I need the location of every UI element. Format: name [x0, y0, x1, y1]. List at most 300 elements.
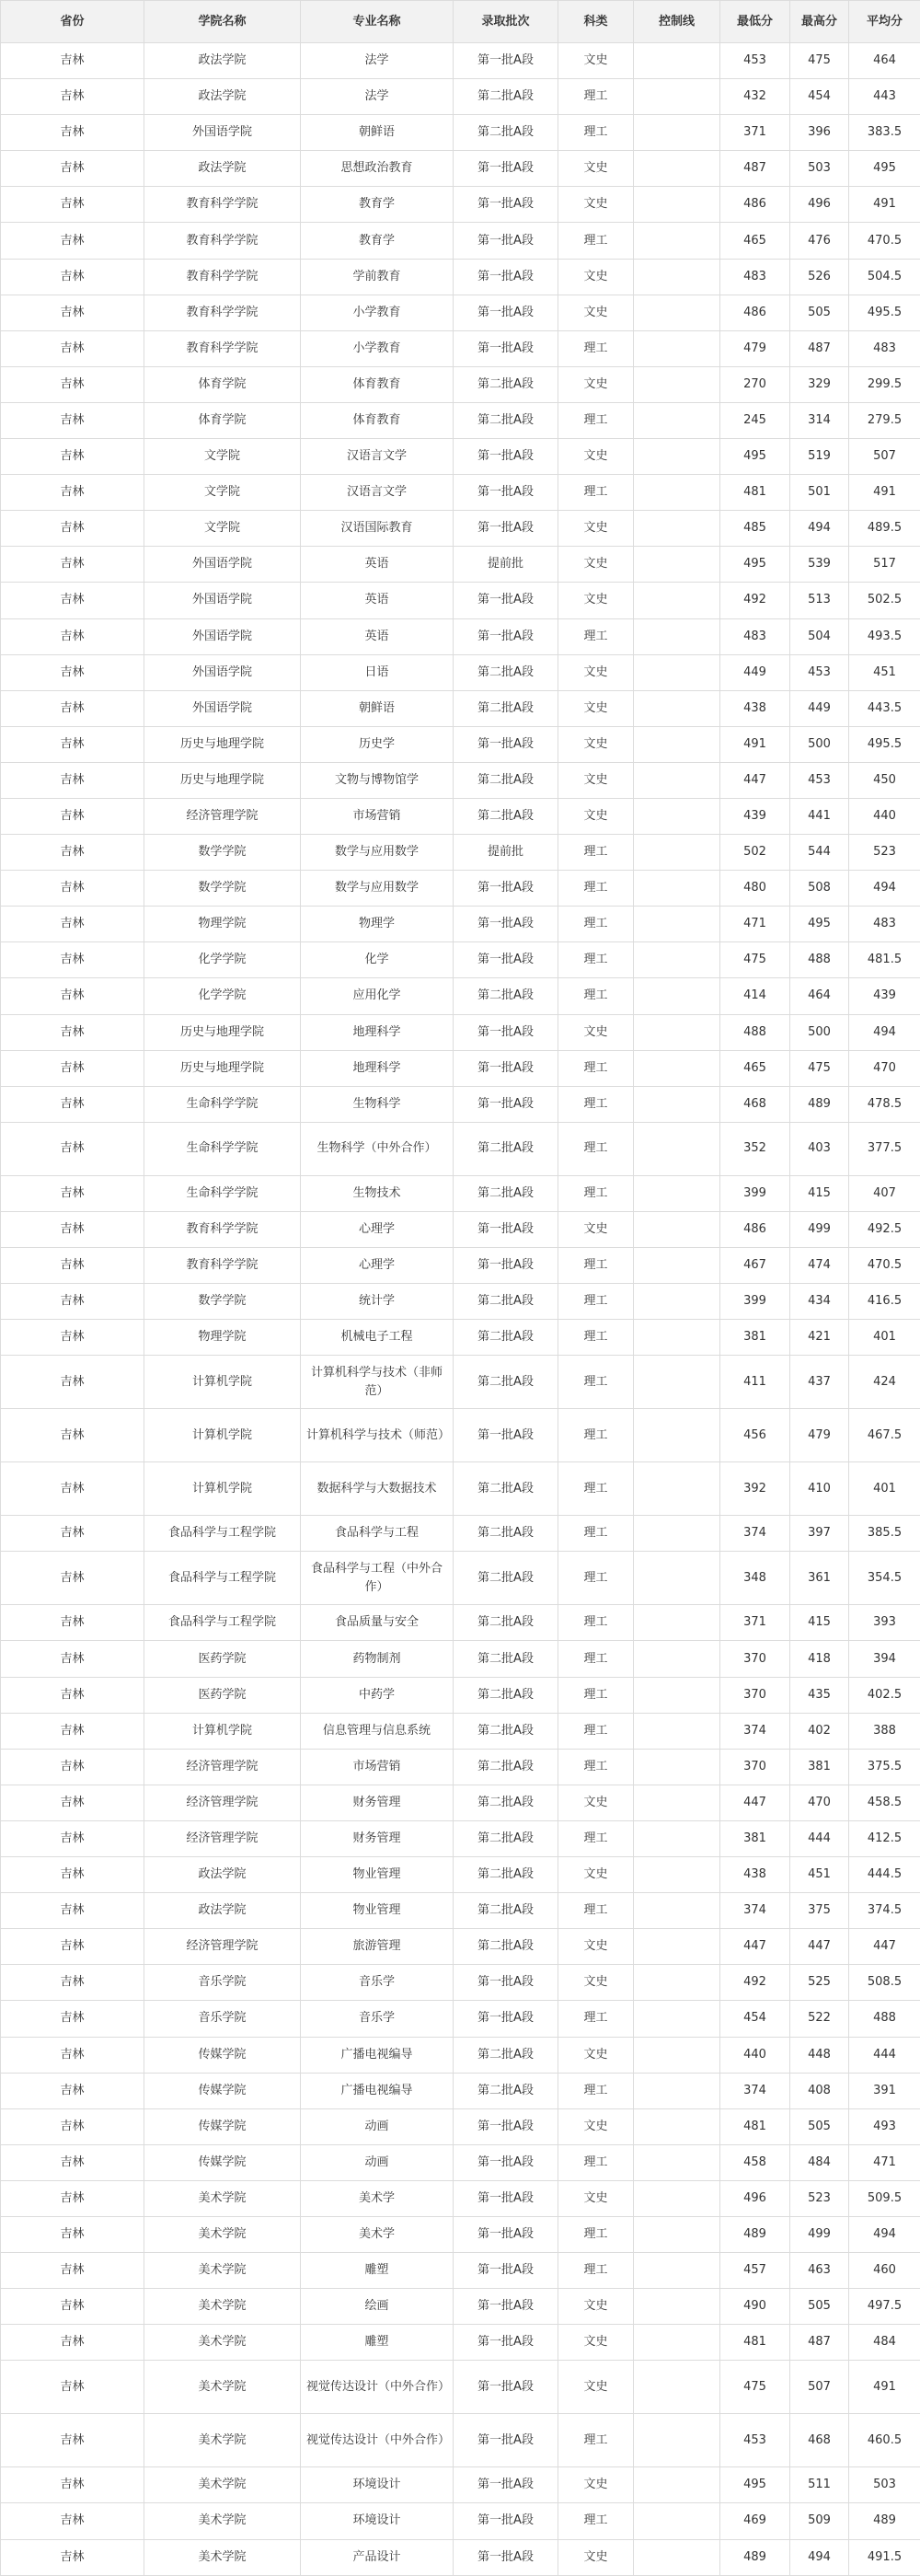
category-cell: 理工 [558, 1677, 634, 1713]
avg-score-cell: 483 [849, 330, 920, 366]
college-cell: 外国语学院 [144, 583, 301, 618]
control-line-cell [634, 1175, 720, 1211]
major-cell: 信息管理与信息系统 [301, 1713, 454, 1749]
control-line-cell [634, 1516, 720, 1552]
table-row [1, 2073, 920, 2108]
control-line-cell [634, 1929, 720, 1965]
avg-score-cell: 492.5 [849, 1211, 920, 1247]
table-row [1, 1050, 920, 1086]
max-score-cell: 504 [790, 618, 849, 654]
max-score-cell: 519 [790, 439, 849, 475]
min-score-cell: 458 [720, 2144, 790, 2180]
control-line-cell [634, 151, 720, 187]
province-cell: 吉林 [1, 439, 144, 475]
table-row [1, 654, 920, 690]
max-score-cell: 525 [790, 1965, 849, 2001]
avg-score-cell: 509.5 [849, 2180, 920, 2216]
category-cell: 文史 [558, 2361, 634, 2414]
table-row [1, 2180, 920, 2216]
category-cell: 理工 [558, 835, 634, 871]
province-cell: 吉林 [1, 2361, 144, 2414]
major-cell: 数学与应用数学 [301, 871, 454, 907]
major-cell: 思想政治教育 [301, 151, 454, 187]
major-cell: 食品科学与工程 [301, 1516, 454, 1552]
max-score-cell: 495 [790, 907, 849, 942]
max-score-cell: 454 [790, 79, 849, 115]
table-row [1, 330, 920, 366]
table-row [1, 511, 920, 547]
table-row [1, 187, 920, 223]
max-score-cell: 507 [790, 2361, 849, 2414]
college-cell: 文学院 [144, 475, 301, 511]
control-line-cell [634, 2361, 720, 2414]
min-score-cell: 399 [720, 1175, 790, 1211]
major-cell: 统计学 [301, 1284, 454, 1320]
max-score-cell: 475 [790, 43, 849, 79]
college-cell: 计算机学院 [144, 1356, 301, 1409]
college-cell: 教育科学学院 [144, 1248, 301, 1284]
batch-cell: 第一批A段 [454, 259, 558, 295]
major-cell: 生物科学 [301, 1086, 454, 1122]
min-score-cell: 374 [720, 2073, 790, 2108]
table-row [1, 583, 920, 618]
header-major: 专业名称 [301, 1, 454, 43]
category-cell: 理工 [558, 1248, 634, 1284]
max-score-cell: 444 [790, 1820, 849, 1856]
province-cell: 吉林 [1, 726, 144, 762]
control-line-cell [634, 2503, 720, 2539]
major-cell: 英语 [301, 583, 454, 618]
control-line-cell [634, 1462, 720, 1516]
control-line-cell [634, 2539, 720, 2575]
table-row [1, 2108, 920, 2144]
max-score-cell: 476 [790, 223, 849, 259]
major-cell: 文物与博物馆学 [301, 762, 454, 798]
province-cell: 吉林 [1, 1014, 144, 1050]
major-cell: 食品科学与工程（中外合作） [301, 1552, 454, 1605]
max-score-cell: 523 [790, 2180, 849, 2216]
table-row [1, 2539, 920, 2575]
avg-score-cell: 504.5 [849, 259, 920, 295]
min-score-cell: 432 [720, 79, 790, 115]
avg-score-cell: 444 [849, 2037, 920, 2073]
college-cell: 食品科学与工程学院 [144, 1605, 301, 1641]
control-line-cell [634, 654, 720, 690]
category-cell: 文史 [558, 187, 634, 223]
category-cell: 理工 [558, 79, 634, 115]
max-score-cell: 408 [790, 2073, 849, 2108]
category-cell: 理工 [558, 2216, 634, 2252]
avg-score-cell: 491 [849, 2361, 920, 2414]
avg-score-cell: 439 [849, 978, 920, 1014]
avg-score-cell: 491.5 [849, 2539, 920, 2575]
table-row [1, 1641, 920, 1677]
college-cell: 体育学院 [144, 402, 301, 438]
control-line-cell [634, 475, 720, 511]
max-score-cell: 397 [790, 1516, 849, 1552]
avg-score-cell: 484 [849, 2325, 920, 2361]
avg-score-cell: 451 [849, 654, 920, 690]
major-cell: 体育教育 [301, 366, 454, 402]
province-cell: 吉林 [1, 43, 144, 79]
table-row [1, 2001, 920, 2037]
category-cell: 文史 [558, 1785, 634, 1820]
college-cell: 经济管理学院 [144, 1785, 301, 1820]
batch-cell: 第二批A段 [454, 366, 558, 402]
max-score-cell: 489 [790, 1086, 849, 1122]
major-cell: 计算机科学与技术（师范） [301, 1409, 454, 1462]
max-score-cell: 403 [790, 1122, 849, 1175]
min-score-cell: 489 [720, 2539, 790, 2575]
major-cell: 广播电视编导 [301, 2073, 454, 2108]
control-line-cell [634, 2037, 720, 2073]
table-row [1, 1284, 920, 1320]
avg-score-cell: 470 [849, 1050, 920, 1086]
table-row [1, 1320, 920, 1356]
control-line-cell [634, 79, 720, 115]
max-score-cell: 487 [790, 2325, 849, 2361]
table-row [1, 1713, 920, 1749]
max-score-cell: 314 [790, 402, 849, 438]
college-cell: 政法学院 [144, 1893, 301, 1929]
major-cell: 教育学 [301, 223, 454, 259]
avg-score-cell: 497.5 [849, 2289, 920, 2325]
batch-cell: 第二批A段 [454, 2037, 558, 2073]
category-cell: 文史 [558, 2539, 634, 2575]
category-cell: 文史 [558, 798, 634, 834]
college-cell: 数学学院 [144, 871, 301, 907]
province-cell: 吉林 [1, 151, 144, 187]
min-score-cell: 492 [720, 583, 790, 618]
major-cell: 英语 [301, 547, 454, 583]
max-score-cell: 544 [790, 835, 849, 871]
category-cell: 文史 [558, 1014, 634, 1050]
category-cell: 理工 [558, 475, 634, 511]
table-row [1, 115, 920, 151]
major-cell: 数学与应用数学 [301, 835, 454, 871]
avg-score-cell: 508.5 [849, 1965, 920, 2001]
college-cell: 历史与地理学院 [144, 726, 301, 762]
max-score-cell: 494 [790, 511, 849, 547]
major-cell: 英语 [301, 618, 454, 654]
province-cell: 吉林 [1, 1356, 144, 1409]
major-cell: 财务管理 [301, 1785, 454, 1820]
major-cell: 朝鲜语 [301, 115, 454, 151]
major-cell: 物理学 [301, 907, 454, 942]
college-cell: 生命科学学院 [144, 1175, 301, 1211]
batch-cell: 第二批A段 [454, 1175, 558, 1211]
major-cell: 物业管理 [301, 1857, 454, 1893]
batch-cell: 第二批A段 [454, 1893, 558, 1929]
table-row [1, 475, 920, 511]
max-score-cell: 511 [790, 2467, 849, 2503]
batch-cell: 第一批A段 [454, 2108, 558, 2144]
major-cell: 教育学 [301, 187, 454, 223]
max-score-cell: 453 [790, 762, 849, 798]
batch-cell: 第一批A段 [454, 187, 558, 223]
control-line-cell [634, 798, 720, 834]
batch-cell: 第一批A段 [454, 295, 558, 330]
min-score-cell: 481 [720, 2325, 790, 2361]
major-cell: 财务管理 [301, 1820, 454, 1856]
avg-score-cell: 495 [849, 151, 920, 187]
college-cell: 教育科学学院 [144, 259, 301, 295]
table-row [1, 726, 920, 762]
max-score-cell: 448 [790, 2037, 849, 2073]
table-row [1, 259, 920, 295]
category-cell: 文史 [558, 1211, 634, 1247]
college-cell: 教育科学学院 [144, 223, 301, 259]
province-cell: 吉林 [1, 798, 144, 834]
avg-score-cell: 493.5 [849, 618, 920, 654]
table-row [1, 1409, 920, 1462]
min-score-cell: 485 [720, 511, 790, 547]
avg-score-cell: 394 [849, 1641, 920, 1677]
min-score-cell: 371 [720, 1605, 790, 1641]
max-score-cell: 396 [790, 115, 849, 151]
province-cell: 吉林 [1, 1605, 144, 1641]
college-cell: 美术学院 [144, 2216, 301, 2252]
max-score-cell: 435 [790, 1677, 849, 1713]
max-score-cell: 487 [790, 330, 849, 366]
major-cell: 小学教育 [301, 295, 454, 330]
table-row [1, 2253, 920, 2289]
avg-score-cell: 443 [849, 79, 920, 115]
table-row [1, 2289, 920, 2325]
category-cell: 文史 [558, 2467, 634, 2503]
min-score-cell: 457 [720, 2253, 790, 2289]
major-cell: 法学 [301, 79, 454, 115]
avg-score-cell: 460 [849, 2253, 920, 2289]
batch-cell: 第一批A段 [454, 2539, 558, 2575]
college-cell: 外国语学院 [144, 115, 301, 151]
major-cell: 地理科学 [301, 1014, 454, 1050]
control-line-cell [634, 1641, 720, 1677]
college-cell: 生命科学学院 [144, 1086, 301, 1122]
table-row [1, 835, 920, 871]
avg-score-cell: 478.5 [849, 1086, 920, 1122]
batch-cell: 提前批 [454, 547, 558, 583]
control-line-cell [634, 726, 720, 762]
max-score-cell: 499 [790, 2216, 849, 2252]
table-row [1, 1248, 920, 1284]
avg-score-cell: 412.5 [849, 1820, 920, 1856]
category-cell: 文史 [558, 2325, 634, 2361]
avg-score-cell: 402.5 [849, 1677, 920, 1713]
table-row [1, 871, 920, 907]
control-line-cell [634, 2325, 720, 2361]
category-cell: 理工 [558, 1462, 634, 1516]
category-cell: 文史 [558, 2037, 634, 2073]
category-cell: 文史 [558, 366, 634, 402]
control-line-cell [634, 2467, 720, 2503]
province-cell: 吉林 [1, 2001, 144, 2037]
major-cell: 旅游管理 [301, 1929, 454, 1965]
table-row [1, 1929, 920, 1965]
min-score-cell: 447 [720, 1785, 790, 1820]
control-line-cell [634, 1050, 720, 1086]
college-cell: 食品科学与工程学院 [144, 1516, 301, 1552]
control-line-cell [634, 583, 720, 618]
major-cell: 物业管理 [301, 1893, 454, 1929]
college-cell: 外国语学院 [144, 654, 301, 690]
min-score-cell: 496 [720, 2180, 790, 2216]
avg-score-cell: 444.5 [849, 1857, 920, 1893]
table-row [1, 43, 920, 79]
avg-score-cell: 494 [849, 871, 920, 907]
control-line-cell [634, 2253, 720, 2289]
province-cell: 吉林 [1, 618, 144, 654]
min-score-cell: 492 [720, 1965, 790, 2001]
table-row [1, 2361, 920, 2414]
major-cell: 历史学 [301, 726, 454, 762]
avg-score-cell: 494 [849, 1014, 920, 1050]
control-line-cell [634, 618, 720, 654]
province-cell: 吉林 [1, 475, 144, 511]
control-line-cell [634, 1248, 720, 1284]
province-cell: 吉林 [1, 1086, 144, 1122]
category-cell: 理工 [558, 978, 634, 1014]
college-cell: 文学院 [144, 511, 301, 547]
batch-cell: 第一批A段 [454, 2144, 558, 2180]
batch-cell: 第一批A段 [454, 2325, 558, 2361]
category-cell: 理工 [558, 330, 634, 366]
control-line-cell [634, 2001, 720, 2037]
province-cell: 吉林 [1, 2253, 144, 2289]
min-score-cell: 370 [720, 1677, 790, 1713]
min-score-cell: 495 [720, 2467, 790, 2503]
max-score-cell: 488 [790, 942, 849, 978]
min-score-cell: 483 [720, 618, 790, 654]
college-cell: 外国语学院 [144, 690, 301, 726]
batch-cell: 第一批A段 [454, 871, 558, 907]
province-cell: 吉林 [1, 942, 144, 978]
avg-score-cell: 494 [849, 2216, 920, 2252]
max-score-cell: 329 [790, 366, 849, 402]
control-line-cell [634, 330, 720, 366]
category-cell: 文史 [558, 547, 634, 583]
batch-cell: 第一批A段 [454, 1086, 558, 1122]
avg-score-cell: 388 [849, 1713, 920, 1749]
college-cell: 教育科学学院 [144, 330, 301, 366]
batch-cell: 提前批 [454, 835, 558, 871]
control-line-cell [634, 1857, 720, 1893]
batch-cell: 第一批A段 [454, 942, 558, 978]
category-cell: 理工 [558, 1552, 634, 1605]
max-score-cell: 508 [790, 871, 849, 907]
batch-cell: 第一批A段 [454, 43, 558, 79]
college-cell: 外国语学院 [144, 618, 301, 654]
major-cell: 市场营销 [301, 798, 454, 834]
college-cell: 数学学院 [144, 1284, 301, 1320]
max-score-cell: 526 [790, 259, 849, 295]
batch-cell: 第一批A段 [454, 2414, 558, 2467]
province-cell: 吉林 [1, 2414, 144, 2467]
control-line-cell [634, 1284, 720, 1320]
batch-cell: 第二批A段 [454, 1677, 558, 1713]
min-score-cell: 245 [720, 402, 790, 438]
min-score-cell: 392 [720, 1462, 790, 1516]
max-score-cell: 468 [790, 2414, 849, 2467]
province-cell: 吉林 [1, 1050, 144, 1086]
avg-score-cell: 385.5 [849, 1516, 920, 1552]
max-score-cell: 509 [790, 2503, 849, 2539]
major-cell: 食品质量与安全 [301, 1605, 454, 1641]
college-cell: 美术学院 [144, 2414, 301, 2467]
college-cell: 美术学院 [144, 2180, 301, 2216]
min-score-cell: 374 [720, 1893, 790, 1929]
category-cell: 理工 [558, 2001, 634, 2037]
avg-score-cell: 464 [849, 43, 920, 79]
avg-score-cell: 481.5 [849, 942, 920, 978]
province-cell: 吉林 [1, 1893, 144, 1929]
control-line-cell [634, 115, 720, 151]
category-cell: 理工 [558, 2144, 634, 2180]
college-cell: 美术学院 [144, 2503, 301, 2539]
college-cell: 音乐学院 [144, 1965, 301, 2001]
table-row [1, 978, 920, 1014]
batch-cell: 第二批A段 [454, 2073, 558, 2108]
category-cell: 文史 [558, 583, 634, 618]
min-score-cell: 486 [720, 295, 790, 330]
avg-score-cell: 488 [849, 2001, 920, 2037]
province-cell: 吉林 [1, 1284, 144, 1320]
max-score-cell: 496 [790, 187, 849, 223]
table-row [1, 2503, 920, 2539]
category-cell: 文史 [558, 43, 634, 79]
control-line-cell [634, 871, 720, 907]
major-cell: 中药学 [301, 1677, 454, 1713]
max-score-cell: 505 [790, 2289, 849, 2325]
college-cell: 经济管理学院 [144, 798, 301, 834]
avg-score-cell: 458.5 [849, 1785, 920, 1820]
avg-score-cell: 470.5 [849, 1248, 920, 1284]
major-cell: 环境设计 [301, 2503, 454, 2539]
college-cell: 美术学院 [144, 2467, 301, 2503]
college-cell: 政法学院 [144, 79, 301, 115]
category-cell: 文史 [558, 1929, 634, 1965]
min-score-cell: 399 [720, 1284, 790, 1320]
province-cell: 吉林 [1, 871, 144, 907]
max-score-cell: 441 [790, 798, 849, 834]
province-cell: 吉林 [1, 1175, 144, 1211]
table-row [1, 79, 920, 115]
control-line-cell [634, 547, 720, 583]
college-cell: 生命科学学院 [144, 1122, 301, 1175]
min-score-cell: 495 [720, 547, 790, 583]
college-cell: 医药学院 [144, 1677, 301, 1713]
max-score-cell: 449 [790, 690, 849, 726]
header-max-score: 最高分 [790, 1, 849, 43]
max-score-cell: 415 [790, 1605, 849, 1641]
college-cell: 美术学院 [144, 2289, 301, 2325]
max-score-cell: 503 [790, 151, 849, 187]
avg-score-cell: 416.5 [849, 1284, 920, 1320]
major-cell: 心理学 [301, 1211, 454, 1247]
college-cell: 外国语学院 [144, 547, 301, 583]
province-cell: 吉林 [1, 1965, 144, 2001]
batch-cell: 第一批A段 [454, 2467, 558, 2503]
avg-score-cell: 495.5 [849, 295, 920, 330]
table-row [1, 1462, 920, 1516]
table-row [1, 439, 920, 475]
batch-cell: 第一批A段 [454, 583, 558, 618]
category-cell: 理工 [558, 115, 634, 151]
table-row [1, 942, 920, 978]
college-cell: 化学学院 [144, 942, 301, 978]
province-cell: 吉林 [1, 1785, 144, 1820]
category-cell: 理工 [558, 1749, 634, 1785]
